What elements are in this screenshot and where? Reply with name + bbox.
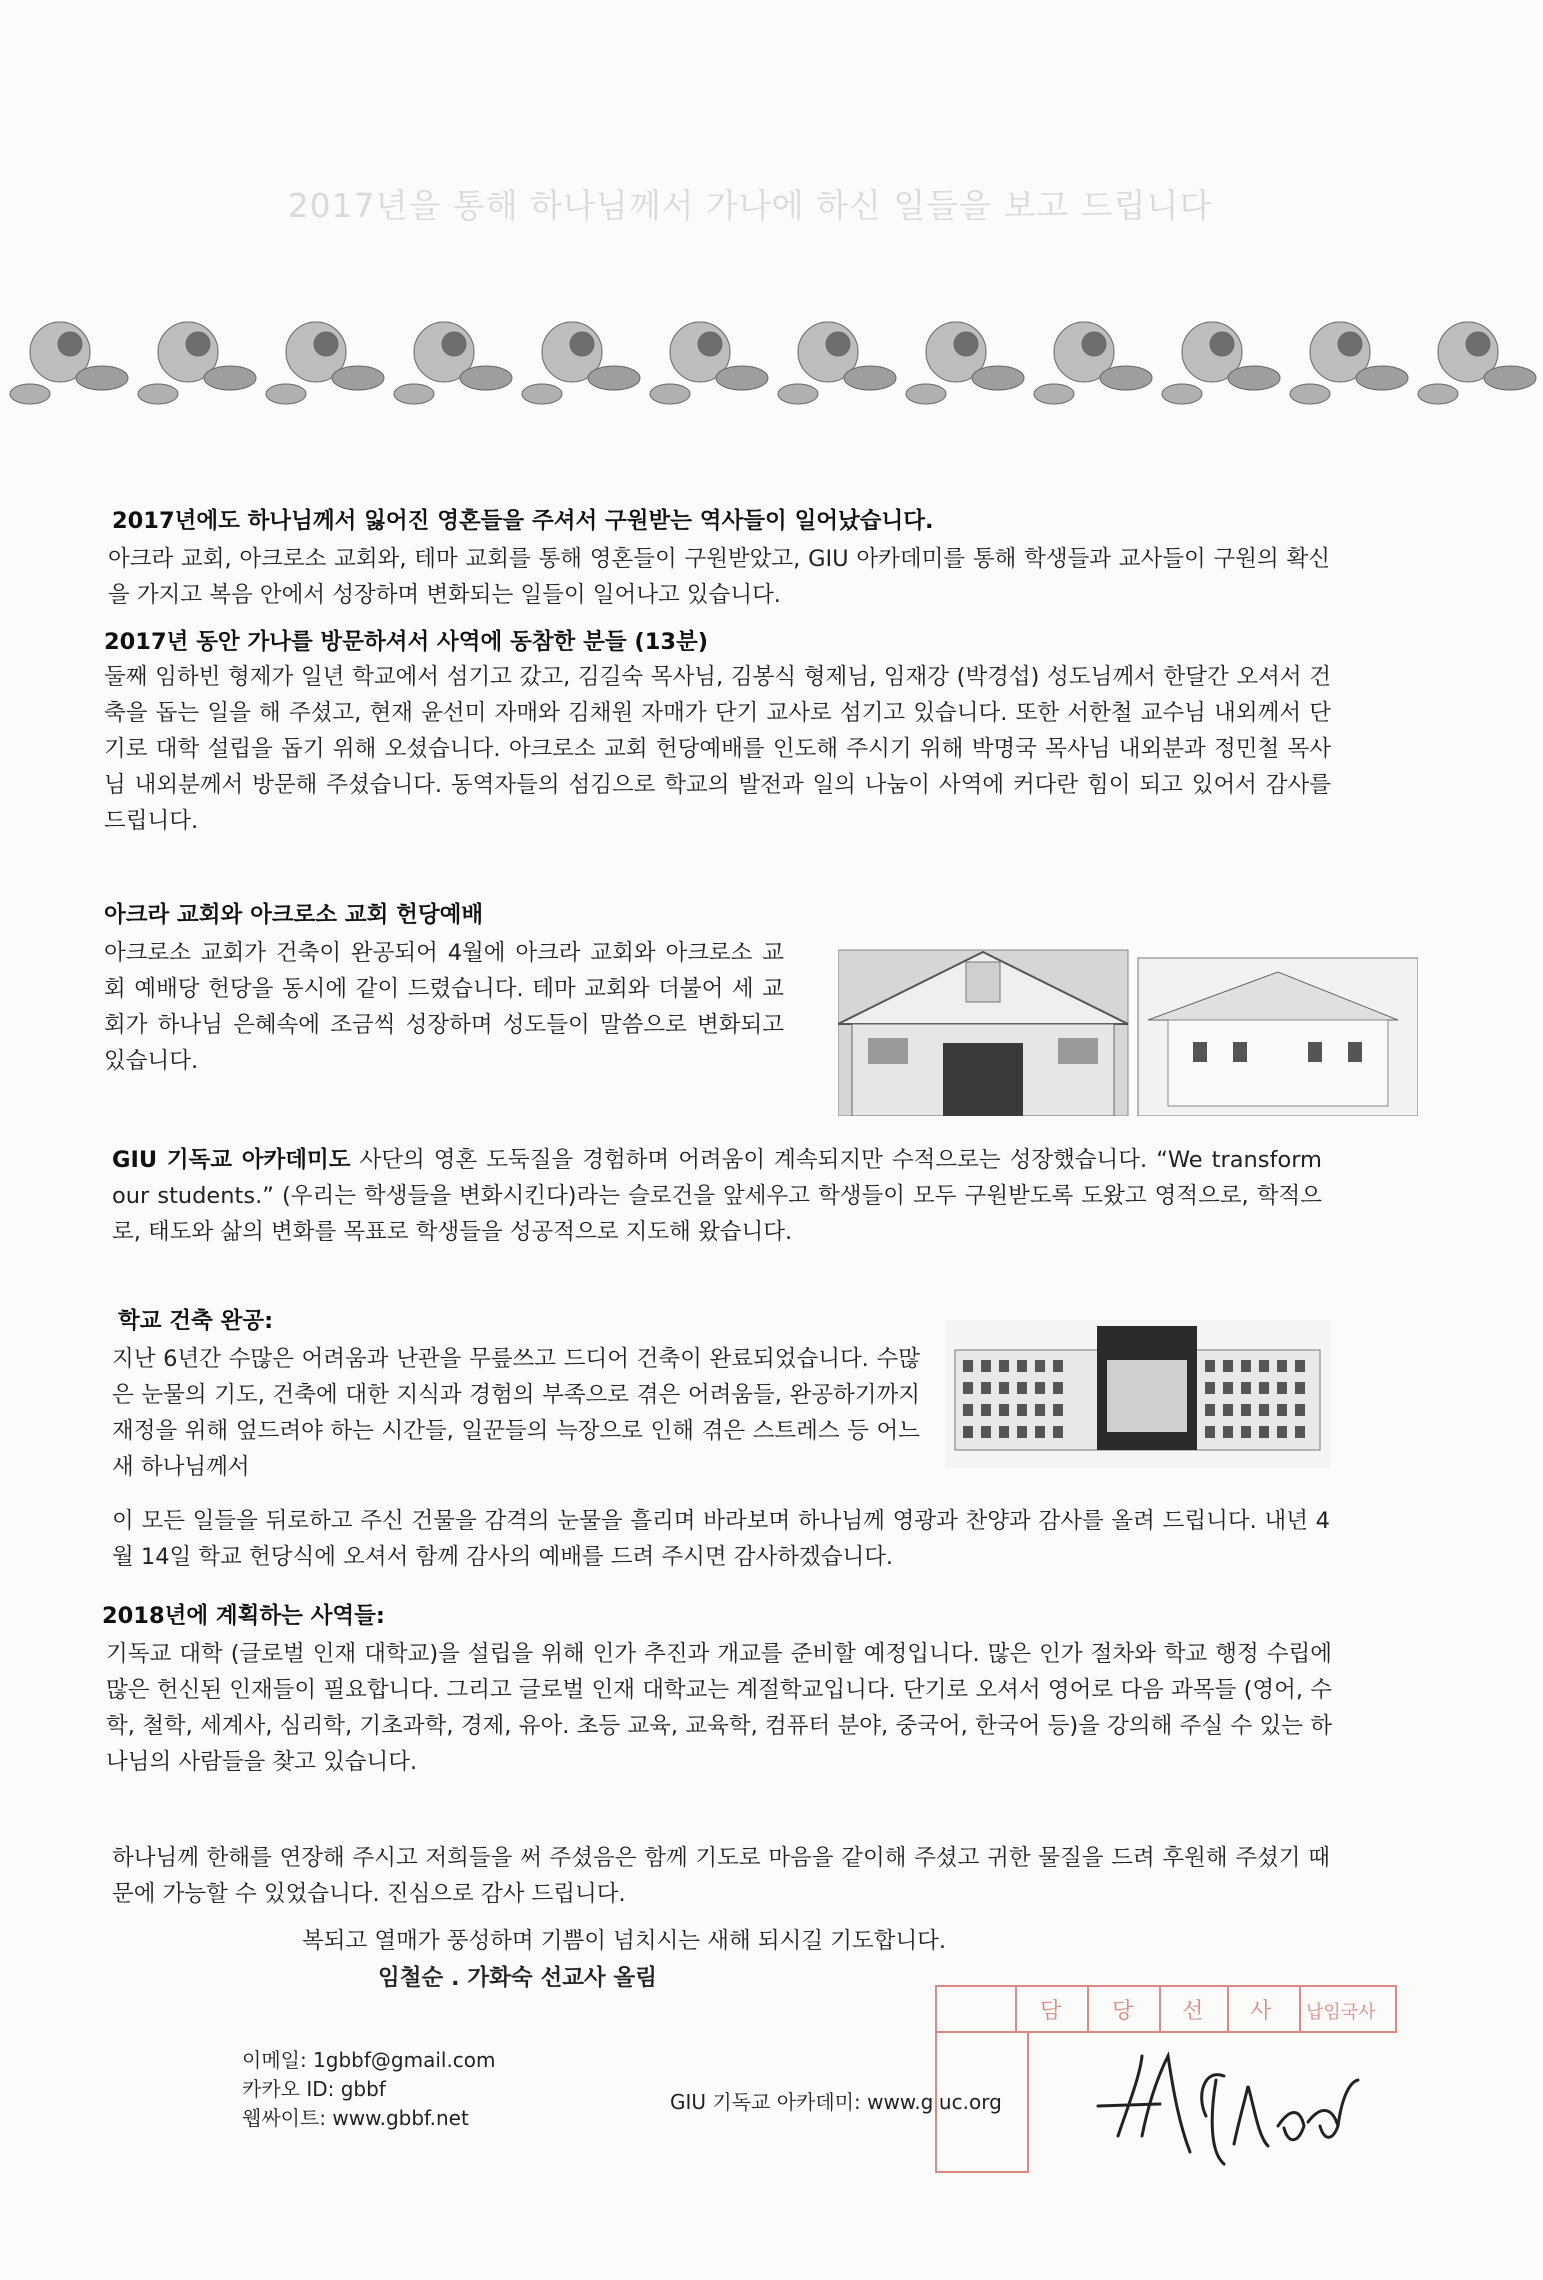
section-2-body: 둘째 임하빈 형제가 일년 학교에서 섬기고 갔고, 김길숙 목사님, 김봉식 형제님, 임재강 (박경섭) 성도님께서 한달간 오셔서 건축을 돕는 일을 해 주셨고, 현재 윤선미 자매와 김채원 자매가 단기 교사로 섬기고 있습니다. 또한 서한철 교수님 내외께서 단기로 대학 설립을 돕기 위해 오셨습니다. 아크로소 교회 헌당예배를 인도해 주시기 위해 박명국 목사님 내외분과 정민철 목사님 내외분께서 방문해 주셨습니다. 동역자들의 섬김으로 학교의 발전과 일의 나눔이 사역에 커다란 힘이 되고 있어서 감사를 드립니다. [104,664,1331,834]
school-window [963,1404,973,1416]
school-window [1241,1404,1251,1416]
closing-thanks: 하나님께 한해를 연장해 주시고 저희들을 써 주셨음은 함께 기도로 마음을 같이해 주셨고 귀한 물질을 드려 후원해 주셨기 때문에 가능할 수 있었습니다. 진심으로 감사 드립니다. [112,1845,1330,1907]
school-window [1035,1382,1045,1394]
garland-flower-center [58,332,82,356]
stamp-cell-5: 납임국사 [1306,2002,1376,2023]
school-window [963,1360,973,1372]
school-window [999,1382,1009,1394]
section-1-body: 아크라 교회, 아크로소 교회와, 테마 교회를 통해 영혼들이 구원받았고, GIU 아카데미를 통해 학생들과 교사들이 구원의 확신을 가지고 복음 안에서 성장하며 변화되는 일들이 일어나고 있습니다. [108,546,1330,608]
school-window [1035,1426,1045,1438]
garland-leaf [1162,384,1202,404]
garland-leaf [10,384,50,404]
garland-flower-center [1338,332,1362,356]
school-window [1277,1360,1287,1372]
school-window [981,1360,991,1372]
stamp-cell-1: 담 [1040,1999,1062,2024]
garland-leaf [76,366,128,390]
garland-leaf [1418,384,1458,404]
school-window [963,1382,973,1394]
contact-kakao: 카카오 ID: gbbf [242,2077,386,2101]
garland-flower-center [698,332,722,356]
floral-garland-banner [0,282,1543,444]
garland-flower-center [442,332,466,356]
school-window [1053,1426,1063,1438]
section-5-heading: 학교 건축 완공: [118,1308,274,1334]
school-window [1295,1404,1305,1416]
stamp-cell-2: 당 [1112,1999,1134,2024]
garland-leaf [266,384,306,404]
church-photos [838,938,1418,1116]
handwritten-signature [1098,2056,1358,2164]
garland-leaf [1100,366,1152,390]
garland-leaf [1034,384,1074,404]
garland-flower-center [314,332,338,356]
garland-leaf [522,384,562,404]
school-window [1277,1382,1287,1394]
garland-flower-center [186,332,210,356]
school-window [1035,1404,1045,1416]
garland-leaf [394,384,434,404]
section-5-body-full: 이 모든 일들을 뒤로하고 주신 건물을 감격의 눈물을 흘리며 바라보며 하나님께 영광과 찬양과 감사를 올려 드립니다. 내년 4월 14일 학교 헌당식에 오셔서 함께 감사의 예배를 드려 주시면 감사하겠습니다. [112,1508,1330,1570]
section-3-heading: 아크라 교회와 아크로소 교회 헌당예배 [104,902,484,928]
school-window [981,1382,991,1394]
garland-flower-center [826,332,850,356]
school-window [1277,1426,1287,1438]
garland-leaf [138,384,178,404]
garland-leaf [1484,366,1536,390]
school-window [1223,1426,1233,1438]
contact-block [242,2046,496,2133]
garland-leaf [204,366,256,390]
school-window [999,1404,1009,1416]
garland-flower-center [1466,332,1490,356]
school-window [1259,1426,1269,1438]
school-window [1035,1360,1045,1372]
school-window [1259,1404,1269,1416]
school-building-photo [945,1320,1330,1468]
garland-leaf [1228,366,1280,390]
school-window [1259,1360,1269,1372]
approval-stamp-and-signature [928,1976,1404,2176]
garland-leaf [460,366,512,390]
stamp-cell-3: 선 [1182,1999,1204,2024]
school-window [1053,1404,1063,1416]
section-6-body: 기독교 대학 (글로벌 인재 대학교)을 설립을 위해 인가 추진과 개교를 준비할 예정입니다. 많은 인가 절차와 학교 행정 수립에 많은 헌신된 인재들이 필요합니다. 그리고 글로벌 인재 대학교는 계절학교입니다. 단기로 오셔서 영어로 다음 과목들 (영어, 수학, 철학, 세계사, 심리학, 기초과학, 경제, 유아. 초등 교육, 교육학, 컴퓨터 분야, 중국어, 한국어 등)을 강의해 주실 수 있는 하나님의 사람들을 찾고 있습니다. [106,1641,1332,1775]
section-4-heading: GIU 기독교 아카데미도 [112,1147,351,1173]
school-window [1295,1382,1305,1394]
school-window [981,1426,991,1438]
garland-leaf [1290,384,1330,404]
garland-flower-center [954,332,978,356]
garland-leaf [972,366,1024,390]
school-window [1223,1382,1233,1394]
garland-leaf [650,384,690,404]
garland-flower-center [1082,332,1106,356]
school-window [1295,1426,1305,1438]
school-window [1277,1404,1287,1416]
school-window [963,1426,973,1438]
school-window [1223,1360,1233,1372]
school-window [1223,1404,1233,1416]
garland-leaf [588,366,640,390]
garland-leaf [906,384,946,404]
section-4-body: 사단의 영혼 도둑질을 경험하며 어려움이 계속되지만 수적으로는 성장했습니다. “We transform our students.” (우리는 학생들을 변화시킨다)라는 슬로건을 앞세우고 학생들이 모두 구원받도록 도왔고 영적으로, 학적으로, 태도와 삶의 변화를 목표로 학생들을 성공적으로 지도해 왔습니다. [112,1147,1322,1245]
school-window [1017,1426,1027,1438]
contact-website: 웹싸이트: www.gbbf.net [242,2106,469,2130]
garland-flower-center [570,332,594,356]
school-window [1205,1382,1215,1394]
section-3-body: 아크로소 교회가 건축이 완공되어 4월에 아크라 교회와 아크로소 교회 예배당 헌당을 동시에 같이 드렸습니다. 테마 교회와 더불어 세 교회가 하나님 은혜속에 조금씩 성장하며 성도들이 말씀으로 변화되고 있습니다. [104,940,784,1074]
school-window [981,1404,991,1416]
section-1-heading: 2017년에도 하나님께서 잃어진 영혼들을 주셔서 구원받는 역사들이 일어났습니다. [112,508,934,534]
school-window [1205,1360,1215,1372]
school-window [1053,1382,1063,1394]
school-window [1017,1360,1027,1372]
stamp-cell-4: 사 [1250,1999,1272,2024]
garland-leaf [844,366,896,390]
contact-academy: GIU 기독교 아카데미: www.giuc.org [670,2090,1002,2114]
garland-leaf [1356,366,1408,390]
school-window [1205,1404,1215,1416]
school-window [1205,1426,1215,1438]
page-title: 2017년을 통해 하나님께서 가나에 하신 일들을 보고 드립니다 [287,186,1213,225]
school-window [1053,1360,1063,1372]
school-window [1241,1382,1251,1394]
garland-leaf [332,366,384,390]
section-6-heading: 2018년에 계획하는 사역들: [102,1603,385,1629]
school-window [1241,1360,1251,1372]
garland-flower-center [1210,332,1234,356]
school-window [1241,1426,1251,1438]
school-window [1017,1382,1027,1394]
school-window [999,1360,1009,1372]
closing-signoff: 임철순 . 가화숙 선교사 올림 [378,1965,657,1991]
garland-leaf [778,384,818,404]
school-window [999,1426,1009,1438]
section-5-body-side: 지난 6년간 수많은 어려움과 난관을 무릎쓰고 드디어 건축이 완료되었습니다. 수많은 눈물의 기도, 건축에 대한 지식과 경험의 부족으로 겪은 어려움들, 완공하기까지 재정을 위해 엎드려야 하는 시간들, 일꾼들의 늑장으로 인해 겪은 스트레스 등 어느새 하나님께서 [112,1346,920,1480]
school-window [1259,1382,1269,1394]
school-window [1017,1404,1027,1416]
closing-blessing: 복되고 열매가 풍성하며 기쁨이 넘치시는 새해 되시길 기도합니다. [302,1928,947,1954]
garland-leaf [716,366,768,390]
section-2-heading: 2017년 동안 가나를 방문하셔서 사역에 동참한 분들 (13분) [104,629,709,655]
school-window [1295,1360,1305,1372]
contact-email: 이메일: 1gbbf@gmail.com [242,2048,496,2072]
